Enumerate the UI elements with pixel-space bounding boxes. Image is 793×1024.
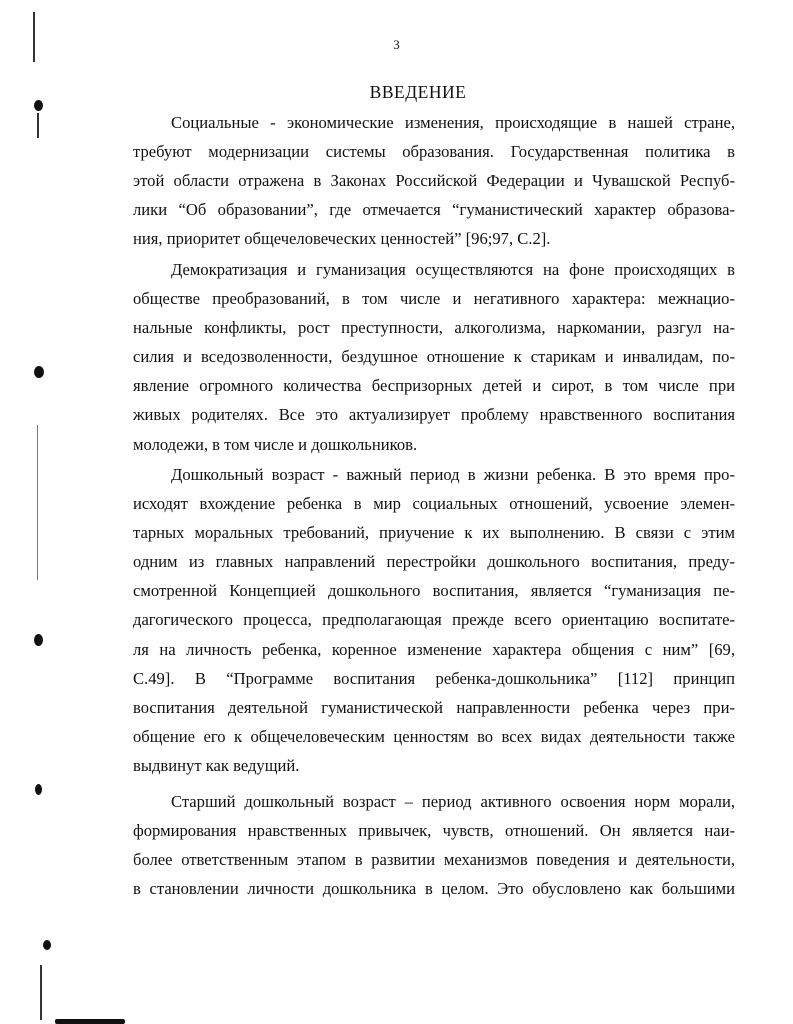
- text-line: воспитания деятельной гуманистической направленности ребенка через при-: [133, 697, 735, 717]
- text-line: ля на личность ребенка, коренное изменение характера общения с ним” [69,: [133, 639, 735, 659]
- scan-edge-line: [40, 965, 42, 1020]
- text-line: ния, приоритет общечеловеческих ценностей” [96;97, С.2].: [133, 229, 551, 249]
- text-line: выдвинут как ведущий.: [133, 755, 300, 775]
- text-line: одним из главных направлений перестройки дошкольного воспитания, преду-: [133, 552, 735, 572]
- paragraph-4: [133, 787, 735, 903]
- text-line: С.49]. В “Программе воспитания ребенка-дошкольника” [112] принцип: [133, 668, 735, 688]
- page-number: 3: [393, 37, 400, 52]
- text-line: лики “Об образовании”, где отмечается “гуманистический характер образова-: [133, 200, 735, 220]
- paragraph-3: [133, 460, 735, 780]
- scan-punch-hole: [35, 784, 42, 795]
- paragraph-2: [133, 255, 735, 459]
- text-line: Дошкольный возраст - важный период в жизни ребенка. В это время про-: [171, 465, 735, 484]
- text-line: живых родителях. Все это актуализирует проблему нравственного воспитания: [133, 405, 735, 425]
- text-line: в становлении личности дошкольника в целом. Это обусловлено как большими: [133, 879, 735, 899]
- text-line: тарных моральных требований, приучение к их выполнению. В связи с этим: [133, 523, 735, 543]
- scan-punch-hole: [34, 366, 44, 378]
- text-line: Демократизация и гуманизация осуществляются на фоне происходящих в: [171, 260, 735, 279]
- text-line: Социальные - экономические изменения, происходящие в нашей стране,: [171, 113, 735, 132]
- text-line: нальные конфликты, рост преступности, алкоголизма, наркомании, разгул на-: [133, 318, 735, 338]
- scan-punch-hole: [43, 940, 51, 950]
- text-line: общение его к общечеловеческим ценностям во всех видах деятельности также: [133, 726, 735, 746]
- text-line: молодежи, в том числе и дошкольников.: [133, 434, 418, 454]
- scan-edge-line: [37, 425, 38, 580]
- text-line: более ответственным этапом в развитии механизмов поведения и деятельности,: [133, 850, 735, 870]
- text-line: дагогического процесса, предполагающая прежде всего ориентацию воспитате-: [133, 610, 735, 630]
- scan-bottom-artifact: [55, 1019, 125, 1024]
- text-line: исходят вхождение ребенка в мир социальных отношений, усвоение элемен-: [133, 494, 735, 514]
- text-line: формирования нравственных привычек, чувств, отношений. Он является наи-: [133, 821, 735, 841]
- text-line: требуют модернизации системы образования. Государственная политика в: [133, 142, 735, 162]
- scan-edge-line: [37, 113, 39, 138]
- text-line: силия и вседозволенности, бездушное отношение к старикам и инвалидам, по-: [133, 347, 735, 367]
- text-line: обществе преобразований, в том числе и негативного характера: межнацио-: [133, 289, 735, 309]
- scan-edge-line: [33, 12, 35, 62]
- text-line: этой области отражена в Законах Российской Федерации и Чувашской Респуб-: [133, 171, 735, 191]
- text-line: смотренной Концепцией дошкольного воспитания, является “гуманизация пе-: [133, 581, 735, 601]
- paragraph-1: [133, 108, 735, 253]
- text-line: явление огромного количества беспризорных детей и сирот, в том числе при: [133, 376, 735, 396]
- page-title: ВВЕДЕНИЕ: [369, 82, 467, 102]
- text-line: Старший дошкольный возраст – период активного освоения норм морали,: [171, 792, 735, 811]
- scan-punch-hole: [34, 634, 43, 646]
